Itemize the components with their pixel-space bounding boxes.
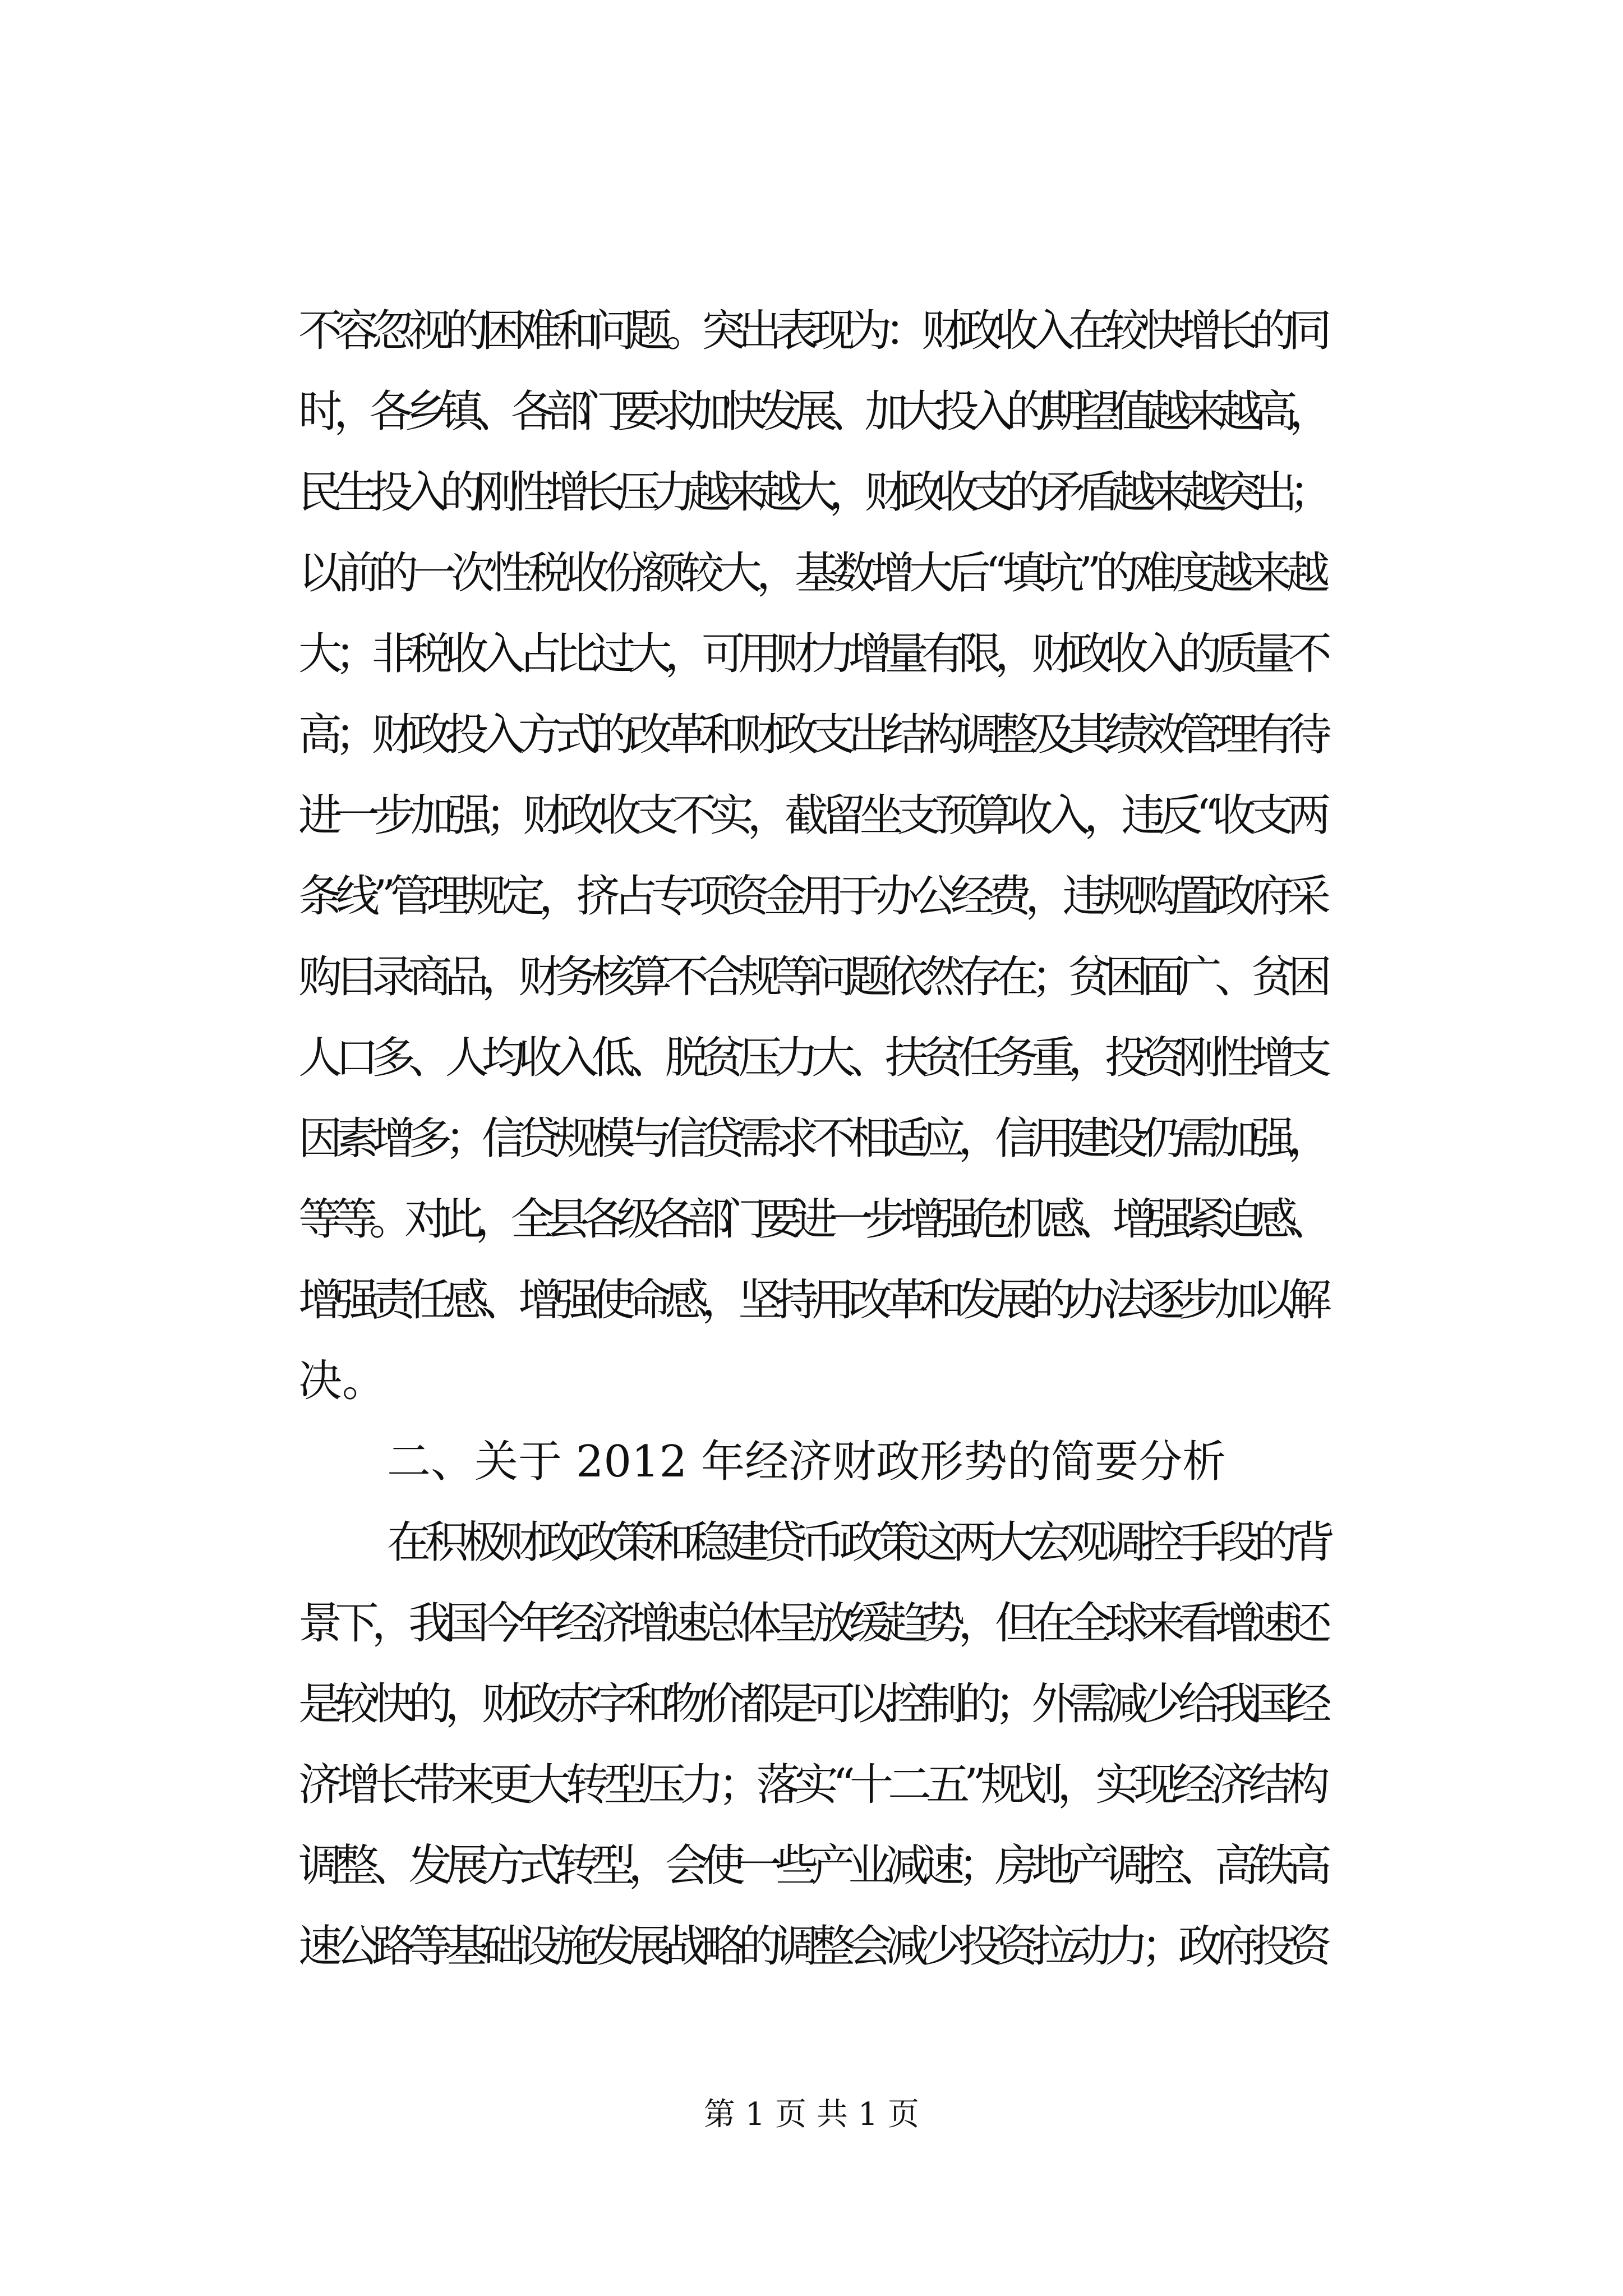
section-heading: 二、关于 2012 年经济财政形势的简要分析 [387, 1437, 1227, 1487]
text-line: 等等。对此，全县各级各部门要进一步增强危机感、增强紧迫感、 [298, 1194, 1325, 1245]
text-line: 速公路等基础设施发展战略的调整会减少投资拉动力；政府投资 [298, 1921, 1325, 1972]
text-line: 决。 [298, 1356, 386, 1406]
text-line: 进一步加强；财政收支不实，截留坐支预算收入，违反“收支两 [298, 790, 1325, 841]
text-line: 大；非税收入占比过大，可用财力增量有限，财政收入的质量不 [298, 629, 1325, 679]
page-number-footer: 第 1 页 共 1 页 [703, 2096, 920, 2133]
text-line: 人口多、人均收入低、脱贫压力大、扶贫任务重，投资刚性增支 [298, 1033, 1325, 1083]
text-line: 在积极财政政策和稳建贷币政策这两大宏观调控手段的背 [387, 1517, 1330, 1568]
text-line: 增强责任感、增强使命感，坚持用改革和发展的办法逐步加以解 [298, 1275, 1325, 1326]
text-line: 调整、发展方式转型，会使一些产业减速；房地产调控、高铁高 [298, 1841, 1325, 1891]
text-line: 条线”管理规定，挤占专项资金用于办公经费，违规购置政府采 [298, 871, 1325, 922]
text-line: 高；财政投入方式的改革和财政支出结构调整及其绩效管理有待 [298, 710, 1325, 760]
text-line: 购目录商品，财务核算不合规等问题依然存在；贫困面广、贫困 [298, 952, 1325, 1002]
text-line: 时，各乡镇、各部门要求加快发展、加大投入的期望值越来越高， [298, 386, 1325, 437]
text-line: 济增长带来更大转型压力；落实“十二五”规划，实现经济结构 [298, 1760, 1325, 1810]
text-line: 景下，我国今年经济增速总体呈放缓趋势，但在全球来看增速还 [298, 1598, 1325, 1649]
text-line: 不容忽视的困难和问题。突出表现为：财政收入在较快增长的同 [298, 306, 1325, 356]
text-line: 因素增多；信贷规模与信贷需求不相适应，信用建设仍需加强， [298, 1114, 1325, 1164]
text-line: 是较快的，财政赤字和物价都是可以控制的；外需减少给我国经 [298, 1679, 1325, 1729]
text-line: 民生投入的刚性增长压力越来越大，财政收支的矛盾越来越突出； [298, 467, 1325, 518]
text-line: 以前的一次性税收份额较大，基数增大后“填坑”的难度越来越 [298, 548, 1325, 599]
